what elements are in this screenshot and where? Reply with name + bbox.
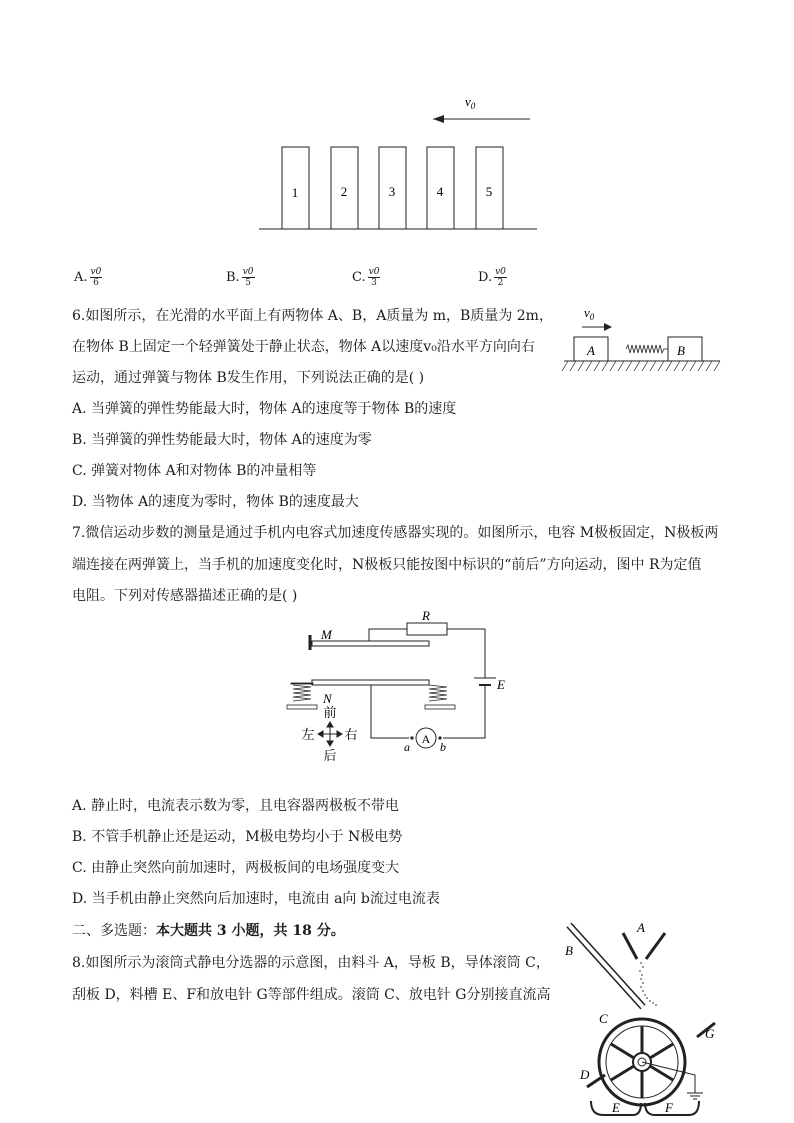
velocity-arrowhead <box>433 115 444 123</box>
wire-right-lower <box>443 685 485 738</box>
label-a: A <box>637 920 645 935</box>
block-b-label: B <box>677 343 685 358</box>
node-a <box>410 736 413 739</box>
block-label-4: 4 <box>436 184 444 199</box>
q7-option-b[interactable]: B. 不管手机静止还是运动，M极电势均小于 N极电势 <box>72 829 403 845</box>
q8-stem-line-1: 8.如图所示为滚筒式静电分选器的示意图，由料斗 A，导板 B，导体滚筒 C， <box>72 955 550 971</box>
fraction-numerator: v0 <box>242 267 254 277</box>
fraction-denominator: 2 <box>497 278 504 288</box>
figure-capacitor-sensor <box>285 605 510 773</box>
q7-stem-line-1: 7.微信运动步数的测量是通过手机内电容式加速度传感器实现的。如图所示，电容 M极板固定，N极板两 <box>72 525 719 541</box>
q6-option-c[interactable]: C. 弹簧对物体 A和对物体 B的冲量相等 <box>72 463 317 479</box>
falling-material <box>639 962 657 1006</box>
block-b <box>668 337 702 361</box>
block-label-2: 2 <box>340 184 348 199</box>
q5-option-a[interactable] <box>74 264 102 292</box>
right-spring <box>425 685 455 709</box>
left-spring <box>287 683 317 709</box>
option-letter: C. <box>352 270 366 285</box>
fraction-numerator: v0 <box>495 267 506 277</box>
direction-left: 左 <box>301 727 315 742</box>
n-plate <box>312 680 429 685</box>
q8-stem-line-2: 刮板 D，料槽 E、F和放电针 G等部件组成。滚筒 C、放电针 G分别接直流高 <box>72 987 551 1003</box>
fraction <box>90 267 103 288</box>
q7-stem-line-3: 电阻。下列对传感器描述正确的是( ) <box>72 588 298 604</box>
fraction <box>368 267 381 288</box>
option-letter: A. <box>74 270 88 285</box>
q6-stem-line-2: 在物体 B上固定一个轻弹簧处于静止状态，物体 A以速度v₀沿水平方向向右 <box>72 339 535 355</box>
r-label: R <box>422 608 430 623</box>
q6-stem-line-3: 运动，通过弹簧与物体 B发生作用，下列说法正确的是( ) <box>72 370 425 386</box>
block-label-1: 1 <box>291 185 299 200</box>
figure-spring-blocks <box>560 302 725 377</box>
figure-five-blocks <box>255 90 545 240</box>
hopper-a-right <box>646 933 665 959</box>
wire-n-bottom <box>371 685 409 738</box>
q7-option-a[interactable]: A. 静止时，电流表示数为零，且电容器两极板不带电 <box>72 798 400 814</box>
q5-option-c[interactable] <box>352 264 380 292</box>
figure-drum-separator <box>555 915 730 1120</box>
q6-option-b[interactable]: B. 当弹簧的弹性势能最大时，物体 A的速度为零 <box>72 432 372 448</box>
q6-option-a[interactable]: A. 当弹簧的弹性势能最大时，物体 A的速度等于物体 B的速度 <box>72 401 457 417</box>
hopper-a-left <box>623 933 637 959</box>
fraction-denominator: 3 <box>371 278 377 288</box>
label-d: D <box>580 1067 590 1082</box>
wire-right <box>447 629 485 678</box>
q5-option-b[interactable] <box>226 264 255 292</box>
block-label-5: 5 <box>485 184 493 199</box>
fraction-numerator: v0 <box>90 267 102 277</box>
a-label: a <box>404 740 410 754</box>
ammeter-label: A <box>421 732 431 746</box>
e-label: E <box>497 677 505 692</box>
fraction-numerator: v0 <box>368 267 380 277</box>
guide-plate-b-inner <box>569 925 643 1007</box>
label-e: E <box>612 1100 620 1115</box>
velocity-label: $v_0$ <box>465 94 476 111</box>
v0-arrowhead <box>604 323 612 331</box>
q6-option-d[interactable]: D. 当物体 A的速度为零时，物体 B的速度最大 <box>72 494 359 510</box>
label-g: G <box>705 1026 715 1041</box>
section-header <box>72 921 345 941</box>
q5-option-d[interactable] <box>478 264 507 292</box>
v0-label: $v_0$ <box>584 305 595 322</box>
block-label-3: 3 <box>388 184 396 199</box>
direction-back: 后 <box>323 748 337 763</box>
label-b: B <box>565 943 573 958</box>
fraction <box>242 267 255 288</box>
surface-hatching <box>562 361 720 371</box>
label-c: C <box>599 1011 608 1026</box>
fraction <box>494 267 507 288</box>
q7-stem-line-2: 端连接在两弹簧上，当手机的加速度变化时，N极板只能按图中标识的“前后”方向运动，图中 R为定值 <box>72 557 702 573</box>
q7-option-c[interactable]: C. 由静止突然向前加速时，两极板间的电场强度变大 <box>72 860 400 876</box>
option-letter: D. <box>478 270 493 285</box>
block-a-label: A <box>587 343 595 358</box>
wire-top <box>369 629 407 641</box>
label-f: F <box>665 1100 673 1115</box>
fraction-denominator: 6 <box>93 278 99 288</box>
n-label: N <box>323 691 332 706</box>
section-prefix: 二、多选题： <box>72 923 156 939</box>
direction-right: 右 <box>344 727 358 742</box>
m-label: M <box>321 627 332 642</box>
resistor-r <box>407 623 447 635</box>
q7-option-d[interactable]: D. 当手机由静止突然向后加速时，电流由 a向 b流过电流表 <box>72 891 440 907</box>
section-description: 本大题共 3 小题，共 18 分。 <box>156 923 345 939</box>
spring <box>626 345 668 353</box>
option-letter: B. <box>226 270 240 285</box>
fraction-denominator: 5 <box>245 278 251 288</box>
b-label: b <box>440 740 446 754</box>
q6-stem-line-1: 6.如图所示，在光滑的水平面上有两物体 A、B，A质量为 m，B质量为 2m， <box>72 308 553 324</box>
direction-front: 前 <box>323 705 337 720</box>
direction-cross-icon <box>318 722 342 746</box>
